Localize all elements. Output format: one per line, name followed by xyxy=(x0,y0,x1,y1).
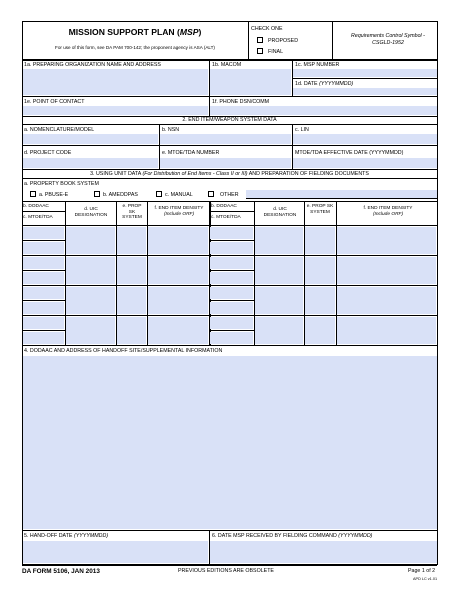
check-one-label: CHECK ONE xyxy=(251,26,283,32)
field-1b-input[interactable] xyxy=(210,69,291,95)
right-dodaac-cell[interactable] xyxy=(210,257,253,269)
col-end-item-right: f. END ITEM DENSITY (Include ORF) xyxy=(363,206,413,217)
col-dodaac-right: b. DODAAC xyxy=(211,204,237,209)
right-dodaac-cell[interactable] xyxy=(210,332,253,344)
left-dodaac-cell[interactable] xyxy=(23,332,64,344)
right-uic-cell[interactable] xyxy=(255,227,303,254)
form-number: DA FORM 5106, JAN 2013 xyxy=(22,568,100,575)
col-uic-left: d. UIC DESIGNATION xyxy=(74,207,108,218)
form-title: MISSION SUPPORT PLAN (MSP) xyxy=(68,27,202,37)
left-density-cell[interactable] xyxy=(148,257,208,284)
left-uic-cell[interactable] xyxy=(66,287,115,314)
left-uic-cell[interactable] xyxy=(66,317,115,344)
right-uic-cell[interactable] xyxy=(255,317,303,344)
left-dodaac-cell[interactable] xyxy=(23,257,64,269)
field-1a-input[interactable] xyxy=(23,69,208,95)
left-dodaac-cell[interactable] xyxy=(23,287,64,299)
other-checkbox[interactable] xyxy=(208,191,214,197)
field-1b-label: 1b. MACOM xyxy=(212,62,242,68)
left-dodaac-cell[interactable] xyxy=(23,317,64,329)
section-2a-label: a. NOMENCLATURE/MODEL xyxy=(24,127,95,133)
ameddpas-label: b. AMEDDPAS xyxy=(103,192,138,198)
apd-version: APD LC v1.01 xyxy=(413,577,438,581)
control-symbol-line1: Requirements Control Symbol - xyxy=(351,33,425,39)
other-input[interactable] xyxy=(246,190,437,198)
section-2c-input[interactable] xyxy=(293,134,437,144)
section-5-input[interactable] xyxy=(23,541,208,563)
form-subtitle: For use of this form, see DA PAM 700-142; the proponent agency is ASA (ALT) xyxy=(55,45,215,50)
right-prop-cell[interactable] xyxy=(305,227,335,254)
right-dodaac-cell[interactable] xyxy=(210,272,253,284)
left-density-cell[interactable] xyxy=(148,287,208,314)
field-1a-label: 1a. PREPARING ORGANIZATION NAME AND ADDRESS xyxy=(24,62,161,68)
proposed-checkbox[interactable] xyxy=(257,37,263,43)
left-prop-cell[interactable] xyxy=(117,317,146,344)
col-dodaac-left: b. DODAAC xyxy=(23,204,49,209)
col-mtoe-right: c. MTOE/TDA xyxy=(211,215,241,220)
other-label: OTHER xyxy=(220,192,239,198)
section-2a-input[interactable] xyxy=(23,134,158,144)
section-5-label: 5. HAND-OFF DATE (YYYYMMDD) xyxy=(24,533,109,539)
section-2f-input[interactable] xyxy=(293,158,437,168)
page-number: Page 1 of 2 xyxy=(408,568,436,574)
section-6-input[interactable] xyxy=(210,541,437,563)
control-symbol-line2: CSGLD-1952 xyxy=(372,40,404,46)
section-2-heading: 2. END ITEM/WEAPON SYSTEM DATA xyxy=(182,117,277,123)
right-dodaac-cell[interactable] xyxy=(210,227,253,239)
pbuse-checkbox[interactable] xyxy=(30,191,36,197)
section-2e-label: e. MTOE/TDA NUMBER xyxy=(162,150,220,156)
final-checkbox[interactable] xyxy=(257,48,263,54)
right-prop-cell[interactable] xyxy=(305,317,335,344)
right-density-cell[interactable] xyxy=(337,317,436,344)
right-dodaac-cell[interactable] xyxy=(210,287,253,299)
field-1f-label: 1f. PHONE DSN/COMM xyxy=(212,99,270,105)
col-uic-right: d. UIC DESIGNATION xyxy=(263,207,297,218)
right-density-cell[interactable] xyxy=(337,287,436,314)
section-4-label: 4. DODAAC AND ADDRESS OF HANDOFF SITE/SUPPLEMENTAL INFORMATION xyxy=(24,348,223,354)
section-3-heading: 3. USING UNIT DATA (For Distribution of End Items - Class II or III) AND PREPARATION OF FIELDING DOCUMENTS xyxy=(90,171,369,177)
section-2c-label: c. LIN xyxy=(295,127,309,133)
right-dodaac-cell[interactable] xyxy=(210,242,253,254)
control-symbol xyxy=(333,33,443,47)
final-label: FINAL xyxy=(268,49,284,55)
editions-notice: PREVIOUS EDITIONS ARE OBSOLETE xyxy=(178,568,274,574)
field-1d-label: 1d. DATE (YYYYMMDD) xyxy=(295,81,354,87)
section-2b-label: b. NSN xyxy=(162,127,180,133)
section-2b-input[interactable] xyxy=(160,134,291,144)
left-prop-cell[interactable] xyxy=(117,287,146,314)
left-uic-cell[interactable] xyxy=(66,257,115,284)
ameddpas-checkbox[interactable] xyxy=(94,191,100,197)
left-density-cell[interactable] xyxy=(148,317,208,344)
proposed-label: PROPOSED xyxy=(268,38,299,44)
field-1c-label: 1c. MSP NUMBER xyxy=(295,62,340,68)
right-uic-cell[interactable] xyxy=(255,287,303,314)
left-dodaac-cell[interactable] xyxy=(23,242,64,254)
col-prop-right: e. PROP SK SYSTEM xyxy=(306,204,334,215)
section-6-label: 6. DATE MSP RECEIVED BY FIELDING COMMAND (YYYYMMDD) xyxy=(212,533,373,539)
manual-checkbox[interactable] xyxy=(156,191,162,197)
right-prop-cell[interactable] xyxy=(305,257,335,284)
right-dodaac-cell[interactable] xyxy=(210,317,253,329)
pbuse-label: a. PBUSE-E xyxy=(39,192,69,198)
col-end-item-left: f. END ITEM DENSITY (Include ORF) xyxy=(154,206,204,217)
section-4-input[interactable] xyxy=(23,356,437,529)
right-density-cell[interactable] xyxy=(337,257,436,284)
field-1d-input[interactable] xyxy=(293,88,437,95)
left-dodaac-cell[interactable] xyxy=(23,272,64,284)
right-density-cell[interactable] xyxy=(337,227,436,254)
left-prop-cell[interactable] xyxy=(117,257,146,284)
right-uic-cell[interactable] xyxy=(255,257,303,284)
left-dodaac-cell[interactable] xyxy=(23,227,64,239)
field-1e-input[interactable] xyxy=(23,106,208,115)
section-2f-label: MTOE/TDA EFFECTIVE DATE (YYYYMMDD) xyxy=(295,150,404,156)
field-1c-input[interactable] xyxy=(293,69,437,77)
section-2e-input[interactable] xyxy=(160,158,291,168)
col-mtoe-left: c. MTOE/TDA xyxy=(23,215,53,220)
left-prop-cell[interactable] xyxy=(117,227,146,254)
left-uic-cell[interactable] xyxy=(66,227,115,254)
manual-label: c. MANUAL xyxy=(165,192,193,198)
right-prop-cell[interactable] xyxy=(305,287,335,314)
right-dodaac-cell[interactable] xyxy=(210,302,253,314)
left-dodaac-cell[interactable] xyxy=(23,302,64,314)
col-prop-left: e. PROP SK SYSTEM xyxy=(122,204,142,220)
field-1e-label: 1e. POINT OF CONTACT xyxy=(24,99,85,105)
section-2d-input[interactable] xyxy=(23,158,158,168)
section-2d-label: d. PROJECT CODE xyxy=(24,150,72,156)
left-density-cell[interactable] xyxy=(148,227,208,254)
field-1f-input[interactable] xyxy=(210,106,437,115)
property-book-system-label: a. PROPERTY BOOK SYSTEM xyxy=(24,181,99,187)
